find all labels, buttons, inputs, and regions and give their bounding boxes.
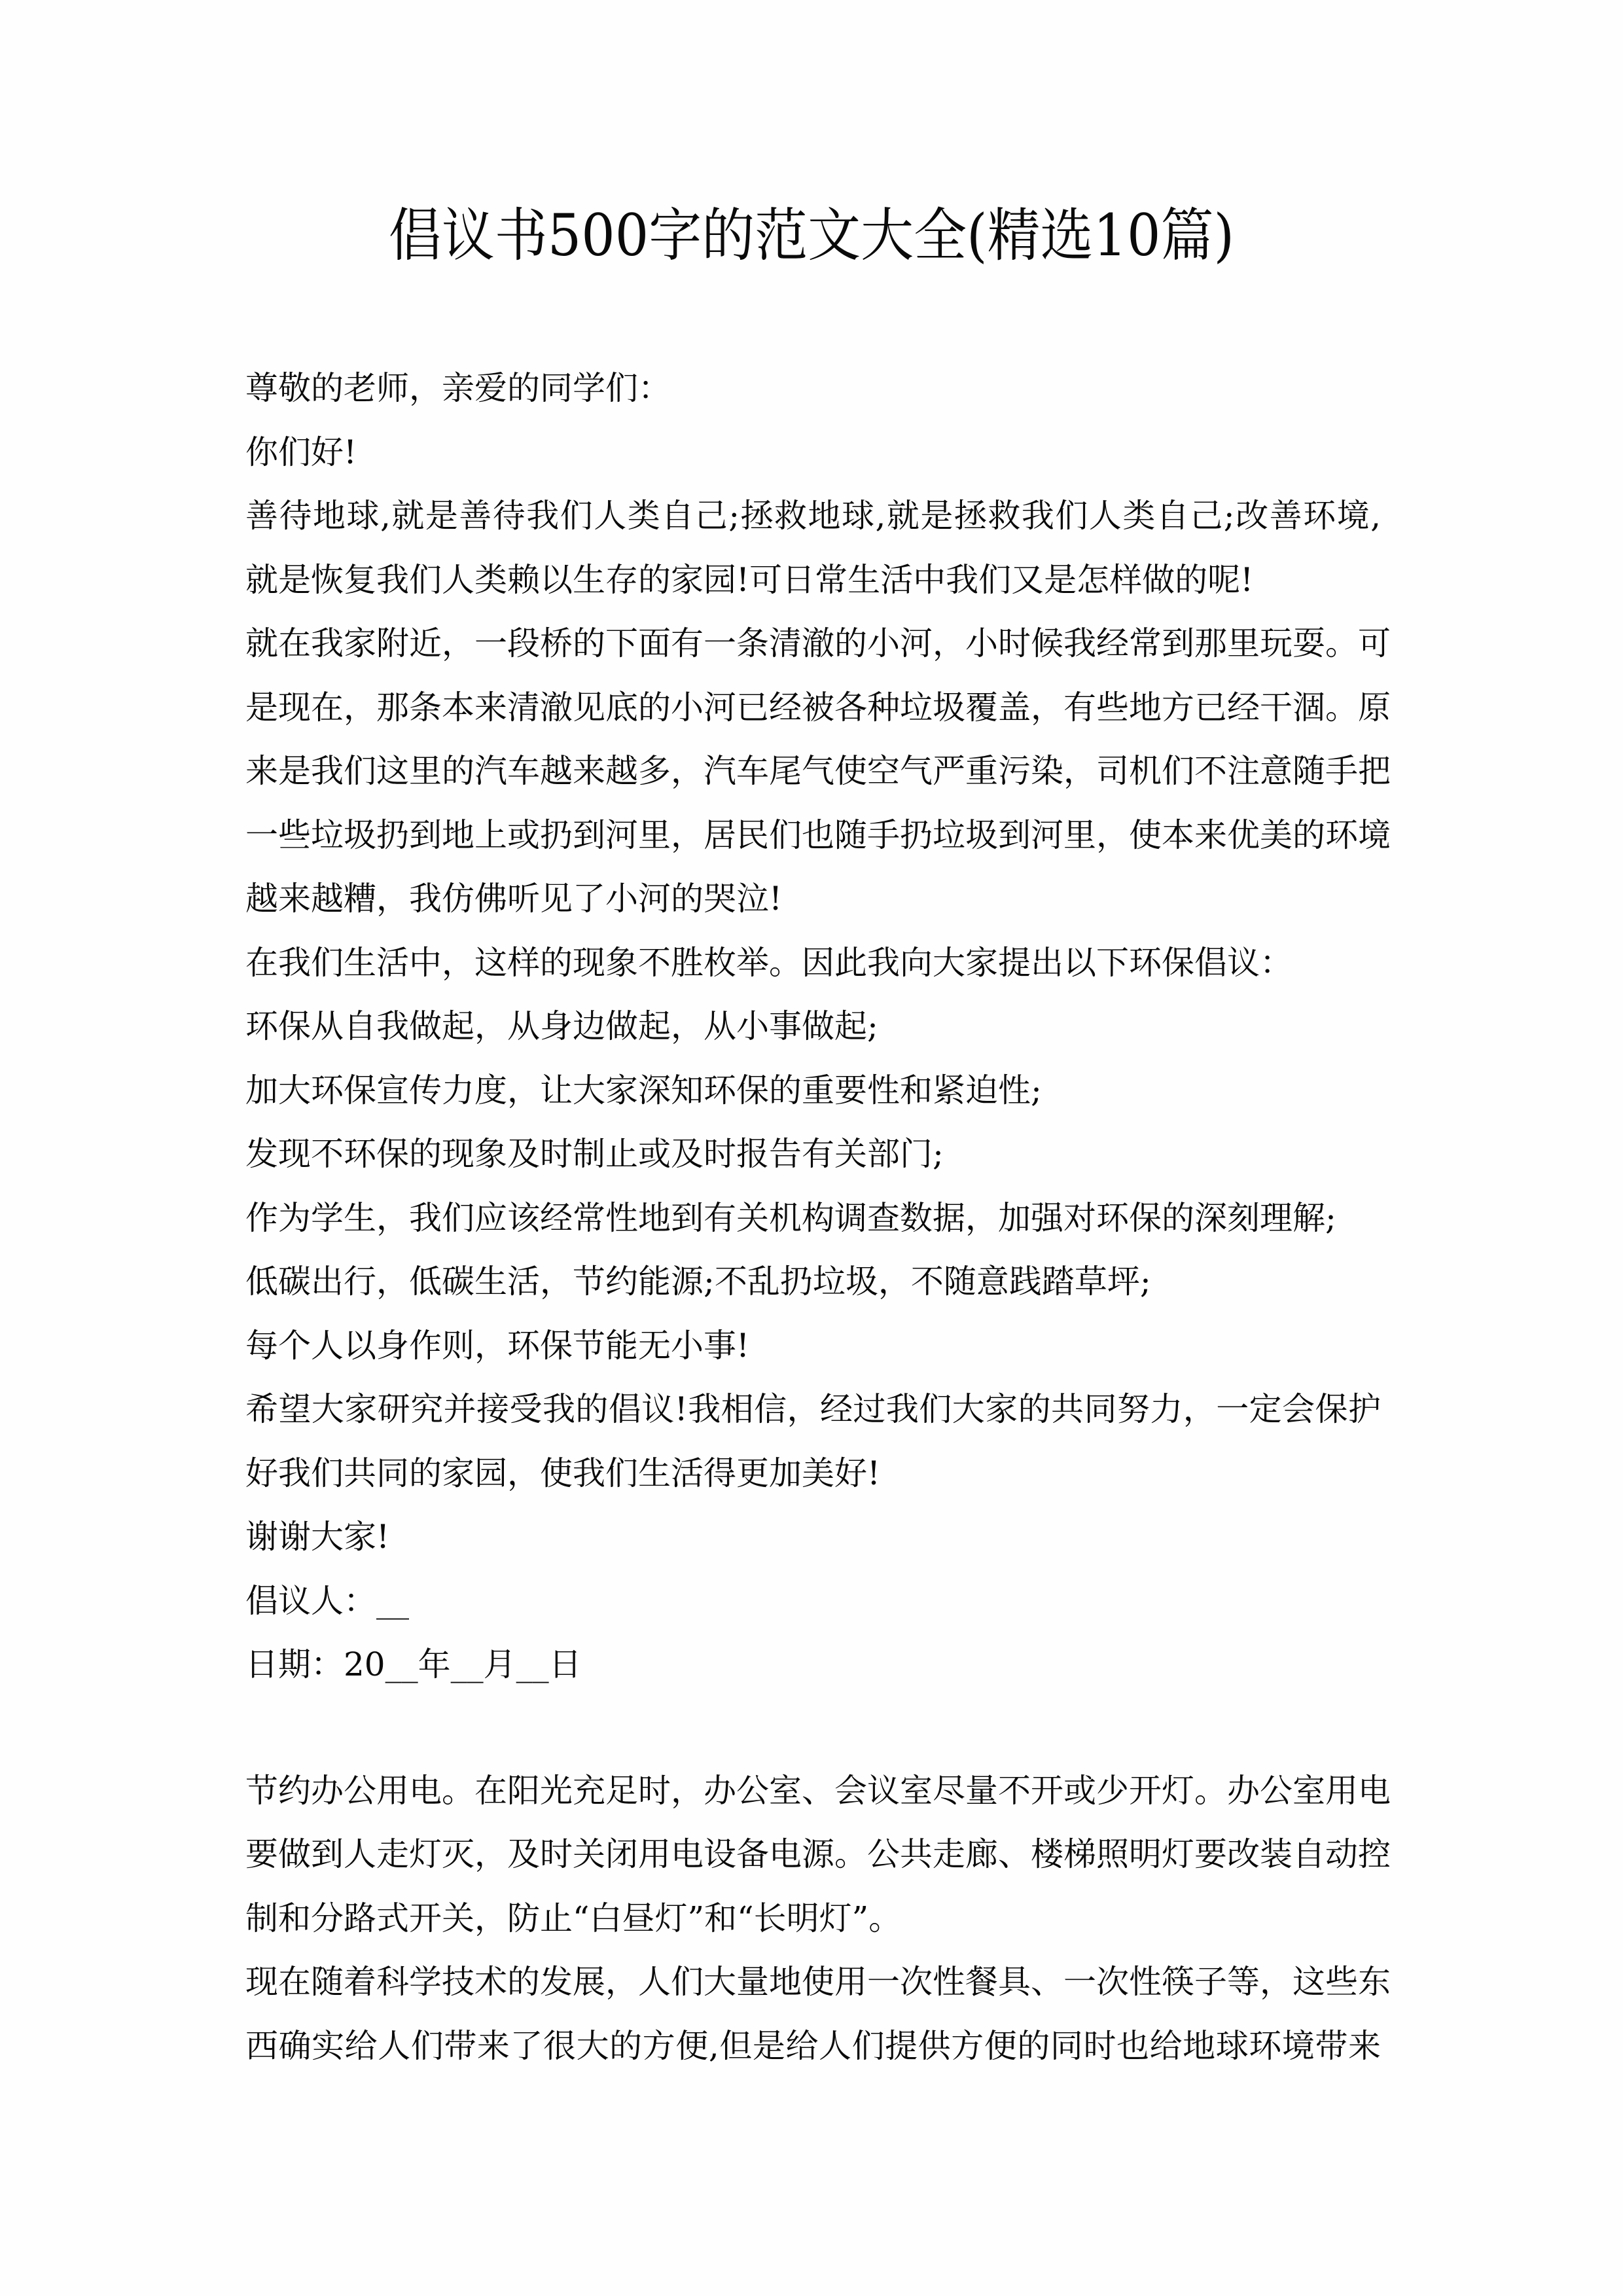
section-gap	[245, 1697, 1381, 1759]
proposal-item: 作为学生，我们应该经常性地到有关机构调查数据，加强对环保的深刻理解;	[245, 1198, 1336, 1237]
greeting: 你们好!	[245, 433, 357, 471]
paragraph-line: 好我们共同的家园，使我们生活得更加美好!	[245, 1454, 881, 1492]
paragraph-line: 要做到人走灯灭，及时关闭用电设备电源。公共走廊、楼梯照明灯要改装自动控	[245, 1835, 1391, 1873]
proposal-item: 每个人以身作则，环保节能无小事!	[245, 1326, 750, 1365]
paragraph-line: 来是我们这里的汽车越来越多，汽车尾气使空气严重污染，司机们不注意随手把	[245, 752, 1391, 790]
paragraph-line: 希望大家研究并接受我的倡议!我相信，经过我们大家的共同努力，一定会保护	[245, 1390, 1381, 1428]
document-title: 倡议书500字的范文大全(精选10篇)	[388, 202, 1235, 269]
proposal-item: 发现不环保的现象及时制止或及时报告有关部门;	[245, 1135, 944, 1173]
closing-thanks: 谢谢大家!	[245, 1518, 390, 1556]
paragraph-line: 节约办公用电。在阳光充足时，办公室、会议室尽量不开或少开灯。办公室用电	[245, 1771, 1391, 1810]
paragraph-line: 一些垃圾扔到地上或扔到河里，居民们也随手扔垃圾到河里，使本来优美的环境	[245, 816, 1391, 854]
document-body	[245, 357, 1391, 2078]
paragraph-line: 制和分路式开关，防止“白昼灯”和“长明灯”。	[245, 1899, 902, 1937]
proposal-item: 加大环保宣传力度，让大家深知环保的重要性和紧迫性;	[245, 1071, 1042, 1109]
paragraph-line: 是现在，那条本来清澈见底的小河已经被各种垃圾覆盖，有些地方已经干涸。原	[245, 688, 1391, 726]
signature-proposer: 倡议人：__	[245, 1581, 409, 1620]
salutation: 尊敬的老师，亲爱的同学们：	[245, 369, 671, 407]
paragraph-line: 善待地球,就是善待我们人类自己;拯救地球,就是拯救我们人类自己;改善环境,	[245, 497, 1381, 535]
paragraph-line: 在我们生活中，这样的现象不胜枚举。因此我向大家提出以下环保倡议：	[245, 943, 1293, 982]
proposal-item: 低碳出行，低碳生活，节约能源;不乱扔垃圾，不随意践踏草坪;	[245, 1263, 1151, 1300]
section-proposal-letter	[245, 357, 1391, 1697]
paragraph-line: 现在随着科学技术的发展，人们大量地使用一次性餐具、一次性筷子等，这些东	[245, 1963, 1391, 2001]
paragraph-line: 西确实给人们带来了很大的方便,但是给人们提供方便的同时也给地球环境带来	[245, 2026, 1381, 2065]
paragraph-line: 越来越糟，我仿佛听见了小河的哭泣!	[245, 880, 783, 918]
paragraph-line: 就在我家附近，一段桥的下面有一条清澈的小河，小时候我经常到那里玩耍。可	[245, 624, 1391, 662]
proposal-item: 环保从自我做起，从身边做起，从小事做起;	[245, 1007, 878, 1045]
section-energy-saving	[245, 1759, 1391, 2079]
paragraph-line: 就是恢复我们人类赖以生存的家园!可日常生活中我们又是怎样做的呢!	[245, 560, 1254, 599]
signature-date: 日期：20__年__月__日	[245, 1645, 582, 1683]
